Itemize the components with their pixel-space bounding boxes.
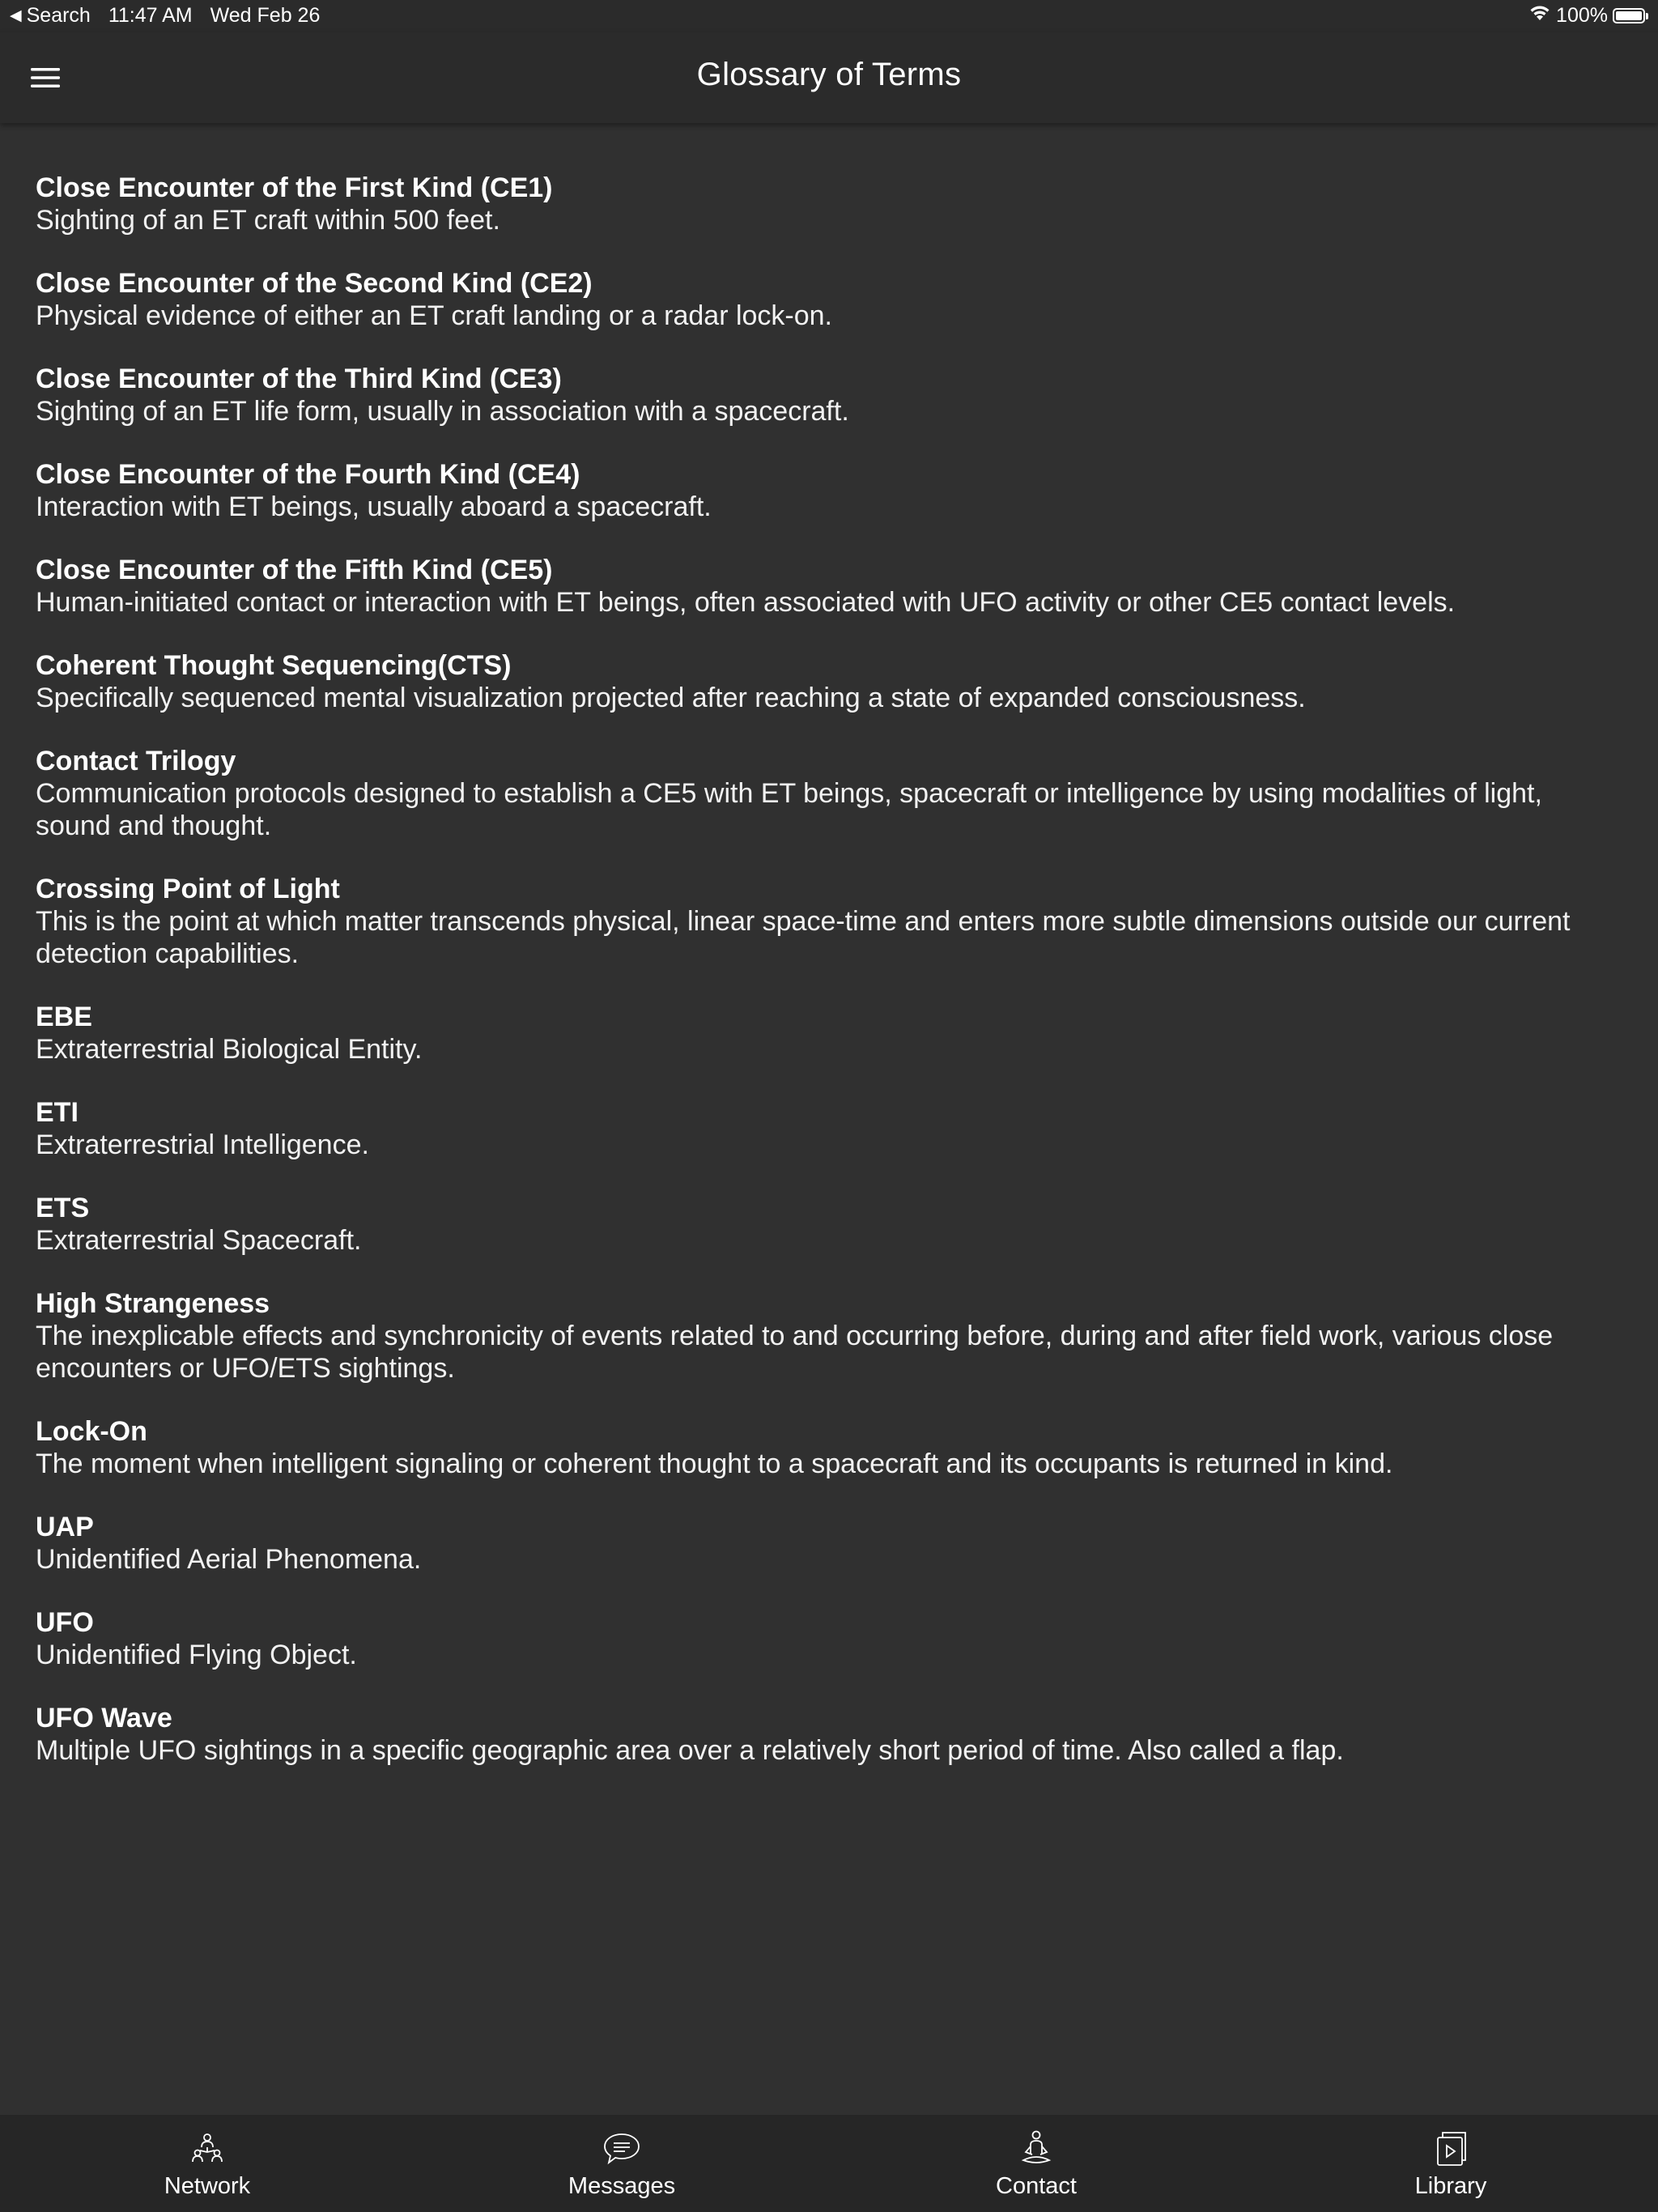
chat-bubble-icon — [602, 2128, 641, 2170]
glossary-entry — [36, 363, 1622, 428]
glossary-term: UFO Wave — [36, 1703, 172, 1733]
glossary-list — [36, 172, 1622, 1797]
network-people-icon — [189, 2128, 225, 2170]
status-date: Wed Feb 26 — [210, 4, 321, 27]
status-right — [1528, 4, 1645, 28]
tab-messages-label: Messages — [568, 2173, 676, 2199]
video-library-icon — [1433, 2128, 1469, 2170]
glossary-term: Close Encounter of the Fourth Kind (CE4) — [36, 459, 580, 490]
glossary-definition: Extraterrestrial Biological Entity. — [36, 1034, 423, 1065]
glossary-entry — [36, 1287, 1622, 1385]
glossary-entry — [36, 745, 1622, 842]
glossary-entry — [36, 172, 1622, 236]
tab-messages[interactable] — [414, 2115, 829, 2212]
tab-contact-label: Contact — [996, 2173, 1077, 2199]
glossary-entry — [36, 1415, 1622, 1480]
glossary-term: UFO — [36, 1607, 94, 1638]
bottom-tab-bar — [0, 2115, 1658, 2212]
status-left — [10, 4, 320, 28]
glossary-definition: The inexplicable effects and synchronicity of events related to and occurring before, during and after field work, various close encounters or UFO/ETS sightings. — [36, 1321, 1554, 1384]
glossary-term: Close Encounter of the Fifth Kind (CE5) — [36, 555, 553, 585]
glossary-definition: Multiple UFO sightings in a specific geographic area over a relatively short period of time. Also called a flap. — [36, 1735, 1344, 1766]
glossary-term: High Strangeness — [36, 1288, 270, 1319]
glossary-entry — [36, 649, 1622, 714]
glossary-entry — [36, 267, 1622, 332]
glossary-term: Close Encounter of the Third Kind (CE3) — [36, 364, 562, 394]
tab-network-label: Network — [164, 2173, 251, 2199]
glossary-term: Crossing Point of Light — [36, 874, 340, 904]
glossary-term: UAP — [36, 1512, 94, 1542]
glossary-term: Close Encounter of the First Kind (CE1) — [36, 172, 553, 203]
glossary-entry — [36, 1192, 1622, 1257]
glossary-definition: Human-initiated contact or interaction with ET beings, often associated with UFO activity or other CE5 contact levels. — [36, 587, 1456, 618]
glossary-definition: Unidentified Flying Object. — [36, 1640, 357, 1670]
glossary-entry — [36, 554, 1622, 619]
glossary-term: Close Encounter of the Second Kind (CE2) — [36, 268, 593, 299]
glossary-entry — [36, 1702, 1622, 1767]
glossary-definition: Physical evidence of either an ET craft landing or a radar lock-on. — [36, 300, 833, 331]
glossary-definition: Sighting of an ET craft within 500 feet. — [36, 205, 500, 236]
tab-library-label: Library — [1414, 2173, 1487, 2199]
glossary-term: Contact Trilogy — [36, 746, 236, 776]
glossary-definition: The moment when intelligent signaling or coherent thought to a spacecraft and its occupants is returned in kind. — [36, 1448, 1393, 1479]
battery-percent: 100% — [1556, 4, 1608, 27]
glossary-term: Coherent Thought Sequencing(CTS) — [36, 650, 512, 681]
status-time: 11:47 AM — [108, 4, 193, 27]
tab-library[interactable] — [1244, 2115, 1658, 2212]
glossary-term: EBE — [36, 1002, 92, 1032]
glossary-definition: Extraterrestrial Intelligence. — [36, 1129, 369, 1160]
glossary-definition: Communication protocols designed to establish a CE5 with ET beings, spacecraft or intelligence by using modalities of light, sound and thought. — [36, 778, 1542, 841]
glossary-term: ETS — [36, 1193, 90, 1223]
glossary-definition: Unidentified Aerial Phenomena. — [36, 1544, 422, 1575]
glossary-definition: Specifically sequenced mental visualization projected after reaching a state of expanded consciousness. — [36, 683, 1306, 713]
app-header — [0, 32, 1658, 123]
back-arrow-icon[interactable]: ◀ — [10, 7, 22, 24]
glossary-entry — [36, 1096, 1622, 1161]
meditating-person-icon — [1018, 2128, 1054, 2170]
tab-network[interactable] — [0, 2115, 414, 2212]
glossary-term: Lock-On — [36, 1416, 147, 1447]
glossary-definition: Extraterrestrial Spacecraft. — [36, 1225, 362, 1256]
tab-contact[interactable] — [829, 2115, 1244, 2212]
glossary-entry — [36, 1001, 1622, 1066]
back-to-app-label[interactable]: Search — [26, 4, 91, 27]
glossary-entry — [36, 1606, 1622, 1671]
glossary-definition: Sighting of an ET life form, usually in association with a spacecraft. — [36, 396, 849, 427]
glossary-entry — [36, 873, 1622, 970]
page-title: Glossary of Terms — [696, 57, 962, 92]
glossary-term: ETI — [36, 1097, 79, 1128]
status-bar — [0, 0, 1658, 32]
battery-icon — [1613, 8, 1645, 23]
wifi-icon — [1528, 4, 1551, 28]
glossary-definition: Interaction with ET beings, usually aboard a spacecraft. — [36, 491, 712, 522]
glossary-entry — [36, 458, 1622, 523]
glossary-definition: This is the point at which matter transcends physical, linear space-time and enters more subtle dimensions outside our current detection capabilities. — [36, 906, 1571, 969]
glossary-entry — [36, 1511, 1622, 1576]
